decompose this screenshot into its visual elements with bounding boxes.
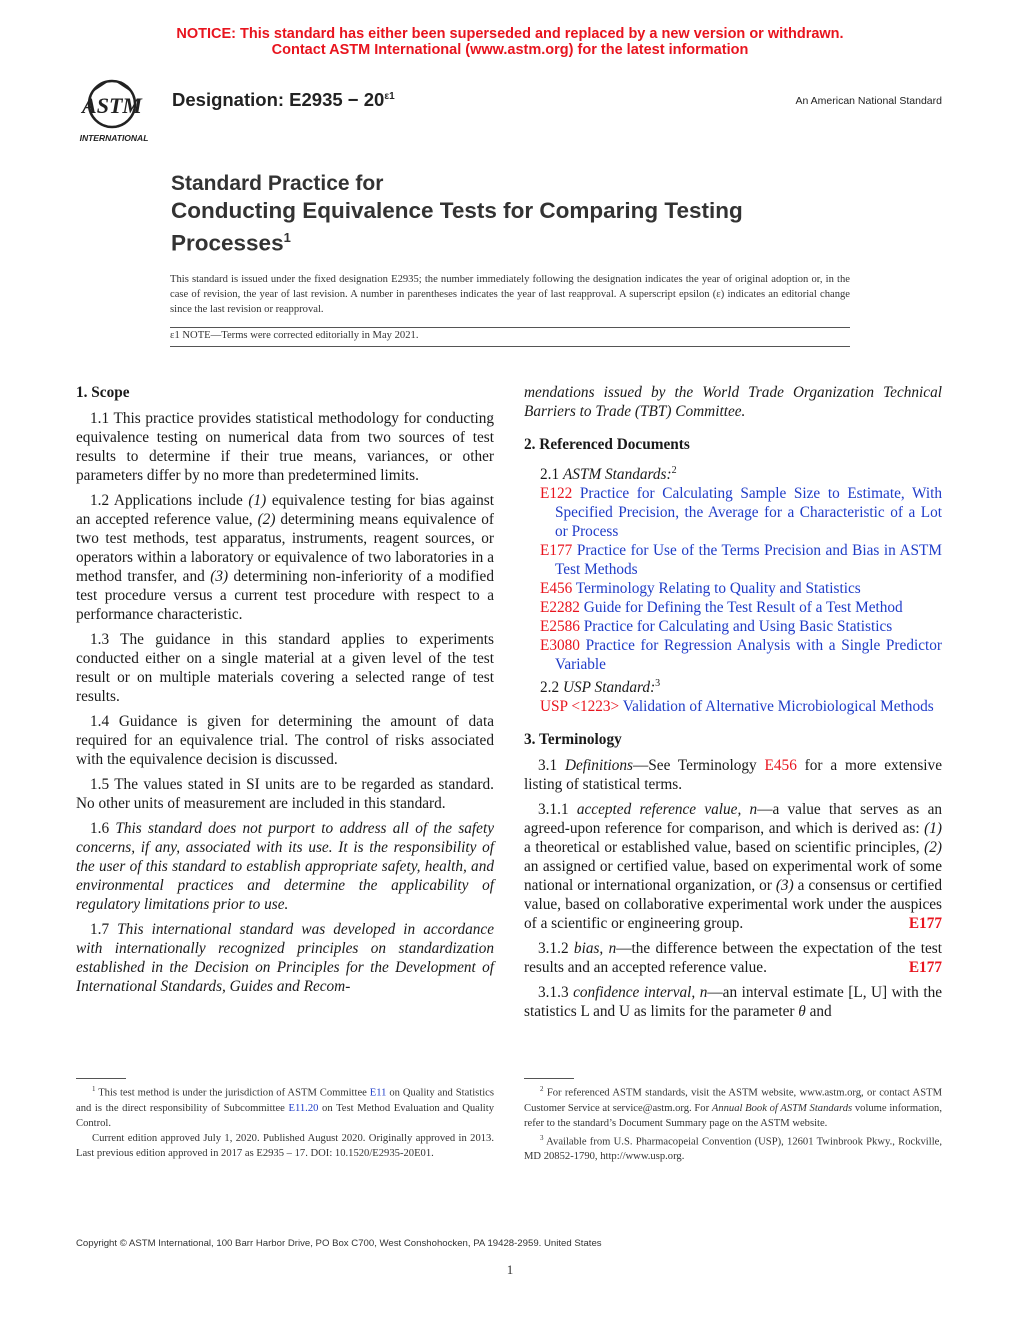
subsection-usp-standard — [524, 674, 942, 697]
text-run: (3) — [210, 568, 229, 585]
reference-title[interactable]: Practice for Calculating Sample Size to Estimate, With Specified Precision, the Average for a Characteristic of a Lot or Process — [555, 485, 942, 541]
text-run: a consensus or certified value, based on collaborative experimental work under the auspices of a scientific or engineering group. — [524, 877, 942, 933]
logo-letters: ASTM — [82, 93, 142, 118]
astm-logo — [72, 76, 162, 146]
title-footnote-mark: 1 — [283, 230, 291, 245]
right-column — [524, 383, 942, 1027]
paragraph-3-1-3 — [524, 983, 942, 1021]
american-national-standard: An American National Standard — [795, 95, 942, 107]
reference-item[interactable] — [524, 541, 942, 579]
text-run: —an interval estimate [L, U] with the statistics L and U as limits for the parameter — [524, 984, 943, 1021]
epsilon-note: ε1 NOTE—Terms were corrected editorially in May 2021. — [170, 330, 419, 341]
footnotes-right — [524, 1082, 942, 1164]
reference-item[interactable] — [524, 636, 942, 674]
reference-code[interactable]: E3080 — [540, 637, 580, 655]
paragraph-1-3: 1.3 The guidance in this standard applies to experiments conducted either on a single material at a given level of the test result or on multiple materials covering a selected range of test results. — [76, 631, 494, 705]
reference-title[interactable]: Practice for Use of the Terms Precision and Bias in ASTM Test Methods — [555, 542, 942, 579]
left-column — [76, 383, 494, 1002]
text-run: bias, n — [573, 940, 617, 958]
paragraph-1-7-continued — [524, 383, 942, 421]
paragraph-1-6 — [76, 819, 494, 914]
reference-item[interactable] — [524, 579, 942, 598]
text-run: 3.1.2 — [538, 940, 574, 958]
text-run: confidence interval, n — [573, 984, 708, 1002]
footnote-1-edition: Current edition approved July 1, 2020. Published August 2020. Originally approved in 2013. Last previous edition approved in 2017 as E2935 – 17. DOI: 10.1520/E2935-20E01. — [76, 1132, 494, 1159]
reference-code[interactable]: USP <1223> — [540, 698, 620, 716]
text-run: equivalence testing for bias against an accepted reference value, — [76, 492, 494, 528]
section-heading-scope: 1. Scope — [76, 384, 130, 401]
footnote-mark: 2 — [671, 465, 677, 476]
text-run: (3) — [775, 877, 794, 895]
footnotes-left — [76, 1082, 494, 1161]
reference-code[interactable]: E2586 — [540, 618, 580, 636]
paragraph-1-5: 1.5 The values stated in SI units are to be regarded as standard. No other units of measurement are included in this standard. — [76, 776, 494, 812]
text-run: mendations issued by the World Trade Organization Technical Barriers to Trade (TBT) Committee. — [524, 384, 942, 420]
text-run: —a value that serves as an agreed-upon reference for comparison, and which is derived as: — [524, 801, 943, 838]
text-run: 1.2 Applications include — [90, 492, 249, 509]
footnote-1 — [76, 1082, 494, 1131]
footnote-divider — [524, 1078, 574, 1079]
text-run: 3.1.3 — [538, 984, 574, 1002]
text-run: Available from U.S. Pharmacopeial Convention (USP), 12601 Twinbrook Pkwy., Rockville, MD 20852-1790, http://www.usp.org. — [524, 1136, 942, 1163]
reference-item[interactable] — [524, 598, 942, 617]
text-run: 1.7 — [90, 921, 118, 938]
issuance-statement: This standard is issued under the fixed designation E2935; the number immediately following the designation indicates the year of original adoption or, in the case of revision, the year of last revision. A number in parentheses indicates the year of last reapproval. A superscript epsilon (ε) indicates an editorial change since the last revision or reapproval. — [170, 274, 850, 315]
notice-line-2: Contact ASTM International (www.astm.org) for the latest information — [271, 42, 749, 58]
reference-code[interactable]: E456 — [540, 580, 573, 598]
title-line-3 — [171, 224, 931, 257]
text-run: θ — [798, 1003, 806, 1021]
footnote-mark: 3 — [540, 1133, 544, 1142]
title-line-2: Conducting Equivalence Tests for Comparing Testing — [171, 198, 743, 223]
title-line-3-text: Processes — [171, 230, 284, 256]
text-run: and — [805, 1003, 832, 1021]
reference-title[interactable]: Guide for Defining the Test Result of a Test Method — [579, 599, 903, 617]
reference-title[interactable]: Practice for Regression Analysis with a Single Predictor Variable — [555, 637, 942, 674]
text-run: 3.1 — [538, 757, 565, 775]
designation-epsilon: ε1 — [384, 90, 395, 102]
footnote-2 — [524, 1082, 942, 1131]
text-run: This international standard was developed in accordance with internationally recognized principles on standardization established in the Decision on Principles for the Development of International Standards, Guides and Recom- — [76, 921, 494, 995]
text-run: (2) — [257, 511, 276, 528]
document-title — [171, 170, 931, 257]
text-run: This test method is under the jurisdiction of ASTM Committee — [95, 1087, 370, 1099]
text-run: For referenced ASTM standards, visit the ASTM website, www.astm.org, or contact ASTM Customer Service at service@astm.org. For — [524, 1087, 942, 1114]
reference-code[interactable]: E2282 — [540, 599, 580, 617]
text-run: a theoretical or established value, based on scientific principles, — [524, 839, 925, 857]
copyright-line: Copyright © ASTM International, 100 Barr Harbor Drive, PO Box C700, West Conshohocken, PA 19428-2959. United States — [76, 1238, 602, 1249]
text-run: determining non-inferiority of a modified test procedure versus a current test procedure with respect to a performance characteristic. — [76, 568, 494, 623]
reference-title[interactable]: Terminology Relating to Quality and Statistics — [572, 580, 861, 598]
text-run: 2.1 — [540, 466, 563, 484]
title-line-1: Standard Practice for — [171, 172, 384, 195]
withdrawal-notice — [0, 26, 1020, 58]
text-run: ASTM Standards: — [562, 466, 672, 484]
text-run: on Test Method Evaluation and Quality Control. — [76, 1102, 494, 1129]
text-run: —the difference between the expectation of the test results and an accepted reference value. — [524, 940, 942, 977]
paragraph-1-1: 1.1 This practice provides statistical methodology for conducting equivalence testing on numerical data from two sources of test results to determine if their true means, variances, or other parameters differ by no more than predetermined limits. — [76, 410, 494, 484]
text-run: accepted reference value, n — [576, 801, 758, 819]
committee-link[interactable]: E11 — [369, 1087, 387, 1099]
paragraph-1-7 — [76, 920, 494, 996]
footnote-divider — [76, 1078, 126, 1079]
subcommittee-link[interactable]: E11.20 — [288, 1102, 319, 1114]
reference-link[interactable]: E456 — [764, 757, 797, 775]
paragraph-1-4: 1.4 Guidance is given for determining the amount of data required for an equivalence trial. The control of risks associated with the equivalence decision is discussed. — [76, 713, 494, 768]
text-run: (2) — [924, 839, 942, 857]
reference-link[interactable]: E177 — [908, 915, 942, 933]
paragraph-1-2 — [76, 491, 494, 624]
text-run: 1.6 — [90, 820, 116, 837]
paragraph-3-1-2 — [524, 939, 942, 977]
reference-item[interactable] — [524, 484, 942, 541]
paragraph-3-1 — [524, 756, 942, 794]
reference-title[interactable]: Validation of Alternative Microbiological Methods — [619, 698, 934, 716]
text-run: 2.2 — [540, 679, 563, 697]
text-run: This standard does not purport to address all of the safety concerns, if any, associated with its use. It is the responsibility of the user of this standard to establish appropriate safety, health, and environmental practices and determine the applicability of regulatory limitations prior to use. — [76, 820, 495, 913]
footnote-mark: 1 — [92, 1085, 96, 1093]
usp-reference[interactable] — [524, 697, 942, 716]
astm-logo-icon — [72, 76, 162, 146]
footnote-3 — [524, 1131, 942, 1165]
reference-code[interactable]: E177 — [540, 542, 573, 560]
reference-link[interactable]: E177 — [908, 959, 942, 977]
text-run: Definitions — [564, 757, 633, 775]
reference-title[interactable]: Practice for Calculating and Using Basic Statistics — [579, 618, 893, 636]
notice-line-1: NOTICE: This standard has either been superseded and replaced by a new version or withdrawn. — [176, 26, 844, 42]
referenced-standards-list — [524, 484, 942, 674]
designation-text: Designation: E2935 − 20 — [172, 89, 385, 110]
text-run: on Quality and Statistics and is the direct responsibility of Subcommittee — [76, 1087, 494, 1114]
logo-international: INTERNATIONAL — [79, 133, 149, 143]
text-run: determining means equivalence of two test methods, test apparatus, instruments, reagent sources, or operators within a laboratory or equivalence of two laboratories in a method transfer, and — [76, 511, 495, 585]
subsection-astm-standards — [524, 461, 942, 484]
section-heading-terminology: 3. Terminology — [524, 731, 622, 749]
reference-code[interactable]: E122 — [540, 485, 573, 503]
divider — [170, 346, 850, 347]
text-run: an assigned or certified value, based on experimental work of some national or international organization, or — [524, 858, 942, 895]
footnote-mark: 2 — [540, 1085, 544, 1093]
designation — [172, 89, 395, 111]
text-run: Annual Book of ASTM Standards — [711, 1102, 853, 1114]
text-run: —See Terminology — [632, 757, 765, 775]
text-run: (1) — [924, 820, 942, 838]
text-run: USP Standard: — [562, 679, 656, 697]
text-run: volume information, refer to the standard’s Document Summary page on the ASTM website. — [524, 1102, 942, 1129]
footnote-mark: 3 — [655, 678, 661, 690]
text-run: for a more extensive listing of statistical terms. — [524, 757, 942, 794]
text-run: (1) — [248, 492, 267, 509]
page-number: 1 — [506, 1262, 514, 1277]
text-run: 3.1.1 — [538, 801, 577, 819]
reference-item[interactable] — [524, 617, 942, 636]
section-heading-referenced-documents: 2. Referenced Documents — [524, 436, 690, 453]
divider — [170, 327, 850, 328]
paragraph-3-1-1 — [524, 800, 942, 933]
